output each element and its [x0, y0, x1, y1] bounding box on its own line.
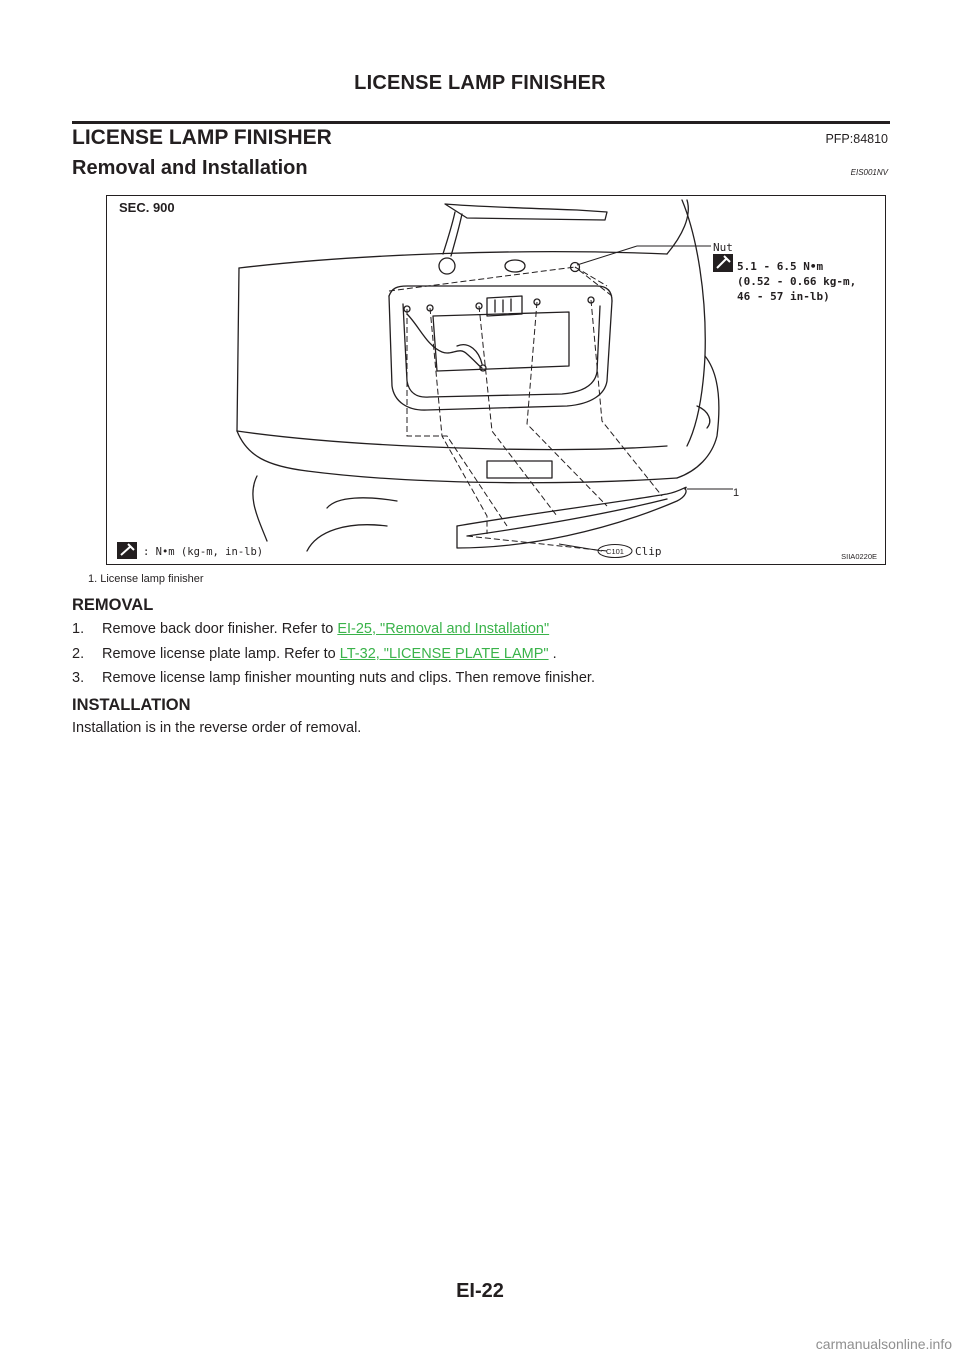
link-ei-25[interactable]: EI-25, "Removal and Installation" — [337, 621, 550, 637]
callout-1: 1 — [733, 487, 740, 499]
step-suffix: . — [548, 646, 557, 662]
step-number: 2. — [72, 646, 85, 662]
diagram-drawing — [107, 196, 887, 566]
torque-wrench-icon — [713, 254, 733, 272]
page-number: EI-22 — [456, 1280, 504, 1302]
pfp-code: PFP:84810 — [825, 132, 888, 146]
step-number: 1. — [72, 621, 85, 637]
removal-heading: REMOVAL — [72, 596, 154, 614]
figure-legend-item: 1. License lamp finisher — [88, 573, 204, 585]
link-lt-32[interactable]: LT-32, "LICENSE PLATE LAMP" — [339, 646, 549, 662]
step-number: 3. — [72, 670, 85, 686]
torque-legend-icon — [117, 542, 137, 559]
torque-line-3: 46 - 57 in-lb) — [737, 290, 830, 303]
running-header: LICENSE LAMP FINISHER — [354, 72, 606, 94]
step-text: Remove back door finisher. Refer to — [102, 621, 338, 637]
watermark: carmanualsonline.info — [815, 1336, 952, 1352]
installation-heading: INSTALLATION — [72, 696, 191, 714]
clip-code: C101 — [606, 547, 624, 556]
step-text: Remove license lamp finisher mounting nuts and clips. Then remove finisher. — [102, 670, 595, 686]
units-legend: : N•m (kg-m, in-lb) — [143, 546, 264, 558]
subsection-title: Removal and Installation — [72, 157, 308, 179]
step-text: Remove license plate lamp. Refer to — [102, 646, 340, 662]
torque-line-2: (0.52 - 0.66 kg-m, — [737, 275, 857, 288]
subsection-code: EIS001NV — [850, 168, 888, 177]
header-rule — [72, 121, 890, 124]
section-title: LICENSE LAMP FINISHER — [72, 126, 332, 149]
removal-step-3 — [72, 670, 595, 686]
removal-step-1 — [72, 621, 549, 637]
installation-text: Installation is in the reverse order of removal. — [72, 720, 362, 736]
torque-line-1: 5.1 - 6.5 N•m — [737, 260, 824, 273]
clip-label: Clip — [635, 545, 662, 558]
sec-label: SEC. 900 — [119, 200, 175, 215]
removal-step-2 — [72, 646, 557, 662]
removal-diagram — [106, 195, 886, 565]
figure-id: SIIA0220E — [841, 552, 877, 561]
nut-label: Nut — [713, 241, 733, 254]
